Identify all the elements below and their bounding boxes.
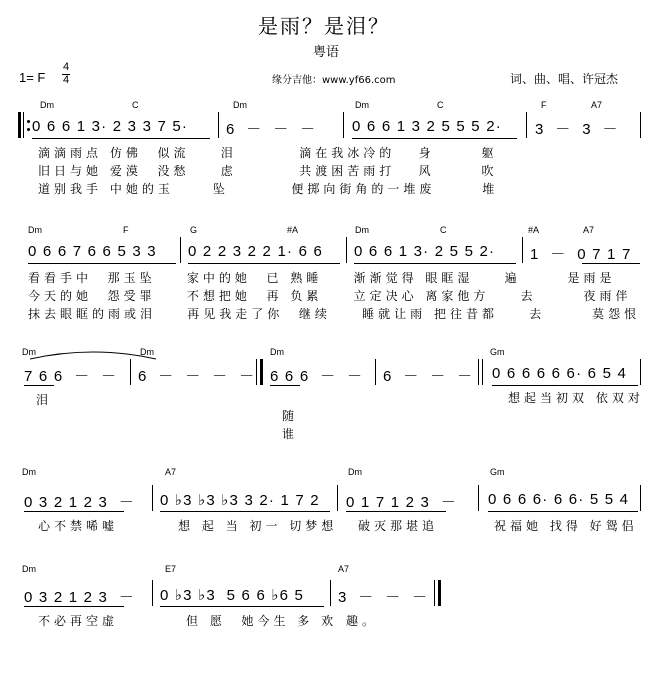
bar-line (218, 112, 219, 138)
measure-notes: 0 2 2 3 2 2 1· 6 6 (188, 243, 324, 260)
measure-notes: 0 3 2 1 2 3 － (24, 589, 136, 606)
lyric-line: 泪 (36, 393, 53, 407)
bar-line (640, 485, 641, 511)
beam-underline (582, 263, 640, 264)
beam-underline (270, 385, 300, 386)
tie-arc (28, 345, 158, 361)
chord-label: C (440, 225, 447, 235)
time-signature-top: 4 (62, 61, 70, 73)
double-bar (260, 359, 263, 385)
chord-label: Dm (233, 100, 247, 110)
lyric-line: 心不禁唏嘘 (38, 519, 119, 533)
measure-notes: 0 6 6 1 3 2 5 5 5 2· (352, 118, 502, 135)
lyric-line: 破灭那堪追 (358, 519, 439, 533)
chord-label: Dm (22, 347, 36, 357)
lyric-line: 趣。 (346, 614, 379, 628)
chord-label: F (123, 225, 129, 235)
measure-notes: 7 6 6 － － (24, 368, 118, 385)
beam-underline (32, 138, 210, 139)
measure-notes: 3 － － － (338, 589, 429, 606)
bar-line (330, 580, 331, 606)
chord-label: A7 (338, 564, 350, 574)
source-site: 缘分吉他：www.yf66.com (272, 75, 396, 86)
beam-underline (188, 263, 340, 264)
bar-line (337, 485, 338, 511)
bar-line (375, 359, 376, 385)
beam-underline (28, 263, 176, 264)
lyric-line: 滴滴雨点 仿佛 似流 泪 滴在我冰冷的 身 躯 (38, 146, 498, 160)
chord-label: Dm (40, 100, 54, 110)
measure-notes: 3 － 3 － (535, 121, 619, 138)
beam-underline (24, 511, 124, 512)
chord-label: Dm (348, 467, 362, 477)
chord-label: A7 (591, 100, 603, 110)
beam-underline (346, 511, 446, 512)
bar-line (478, 485, 479, 511)
chord-label: #A (528, 225, 540, 235)
bar-line (180, 237, 181, 263)
chord-label: #A (287, 225, 299, 235)
lyric-line: 随 (282, 409, 299, 423)
bar-line (640, 112, 641, 138)
bar-line (640, 359, 641, 385)
measure-notes: 6 － － － (383, 368, 474, 385)
time-signature (62, 62, 70, 86)
chord-label: A7 (165, 467, 177, 477)
lyric-line: 但 愿 她今生 多 欢 (186, 614, 338, 628)
measure-notes: 0 3 2 1 2 3 － (24, 494, 136, 511)
lyric-line: 道别我手 中她的玉 坠 便掷向街角的一堆废 堆 (38, 182, 499, 196)
bar-line (130, 359, 131, 385)
repeat-dot (27, 120, 30, 123)
beam-underline (488, 511, 638, 512)
chord-label: C (437, 100, 444, 110)
bar-line (478, 359, 479, 385)
chord-label: Dm (270, 347, 284, 357)
measure-notes: 6 6 6 － － (270, 368, 364, 385)
bar-line (482, 359, 483, 385)
beam-underline (24, 385, 54, 386)
measure-notes: 0 6 6 1 3· 2 5 5 2· (354, 243, 496, 260)
chord-label: Dm (140, 347, 154, 357)
measure-notes: 0 6 6 7 6 6 5 3 3 (28, 243, 157, 260)
bar-line (346, 237, 347, 263)
beam-underline (160, 511, 330, 512)
lyric-line: 不必再空虚 (38, 614, 119, 628)
bar-line (152, 580, 153, 606)
bar-line (434, 580, 435, 606)
beam-underline (352, 138, 517, 139)
lyric-line: 今天的她 怨受罪 不想把她 再 负累 立定决心 离家他方 去 夜雨伴 (28, 289, 632, 303)
lyric-line: 谁 (282, 427, 299, 441)
beam-underline (492, 385, 638, 386)
score-system-1 (0, 98, 660, 218)
beam-underline (24, 606, 124, 607)
lyric-line: 祝福她 找得 好鸳侣 (494, 519, 638, 533)
chord-label: Dm (22, 467, 36, 477)
measure-notes: 0 ♭3 ♭3 5 6 6 ♭6 5 (160, 587, 305, 604)
measure-notes: 0 6 6 6 6 6· 6 5 4 (492, 365, 628, 382)
measure-notes: 0 6 6 6· 6 6· 5 5 4 (488, 491, 630, 508)
chord-label: G (190, 225, 198, 235)
final-bar (438, 580, 441, 606)
credits: 词、曲、唱、许冠杰 (510, 72, 619, 86)
lyric-line: 旧日与她 爱漠 没愁 虑 共渡困苦雨打 风 吹 (38, 164, 498, 178)
score-system-2 (0, 223, 660, 343)
chord-label: Gm (490, 467, 505, 477)
language-label: 粤语 (313, 45, 340, 60)
chord-label: Gm (490, 347, 505, 357)
key-signature: 1= F (19, 70, 46, 85)
chord-label: C (132, 100, 139, 110)
lyric-line: 看看手中 那玉坠 家中的她 已 熟睡 渐渐觉得 眼眶湿 遍 是雨是 (28, 271, 616, 285)
measure-notes: 0 ♭3 ♭3 ♭3 3 2· 1 7 2 (160, 492, 320, 509)
song-title: 是雨？是泪？ (258, 14, 390, 38)
chord-label: Dm (355, 100, 369, 110)
time-signature-bottom: 4 (62, 74, 70, 86)
repeat-dot (27, 128, 30, 131)
measure-notes: 0 6 6 1 3· 2 3 3 7 5· (32, 118, 189, 135)
chord-label: E7 (165, 564, 177, 574)
beam-underline (354, 263, 516, 264)
chord-label: A7 (583, 225, 595, 235)
chord-label: Dm (28, 225, 42, 235)
repeat-start-bar (18, 112, 21, 138)
bar-line (152, 485, 153, 511)
chord-label: Dm (355, 225, 369, 235)
measure-notes: 6 － － － － (138, 368, 256, 385)
chord-label: F (541, 100, 547, 110)
lyric-line: 抹去眼眶的雨或泪 再见我走了你 继续 睡就让雨 把往昔都 去 莫怨恨 (28, 307, 641, 321)
score-system-3 (0, 345, 660, 465)
bar-line (526, 112, 527, 138)
bar-line (256, 359, 257, 385)
measure-notes: 0 1 7 1 2 3 － (346, 494, 458, 511)
measure-notes: 6 － － － (226, 121, 317, 138)
lyric-line: 想起当初双 依双对 (508, 391, 644, 405)
lyric-line: 想 起 当 初一 切梦想 (178, 519, 338, 533)
measure-notes: 1 － 0 7 1 7 (530, 246, 632, 263)
score-system-5 (0, 560, 660, 680)
chord-label: Dm (22, 564, 36, 574)
beam-underline (160, 606, 324, 607)
bar-line (343, 112, 344, 138)
bar-line (23, 112, 24, 138)
bar-line (522, 237, 523, 263)
